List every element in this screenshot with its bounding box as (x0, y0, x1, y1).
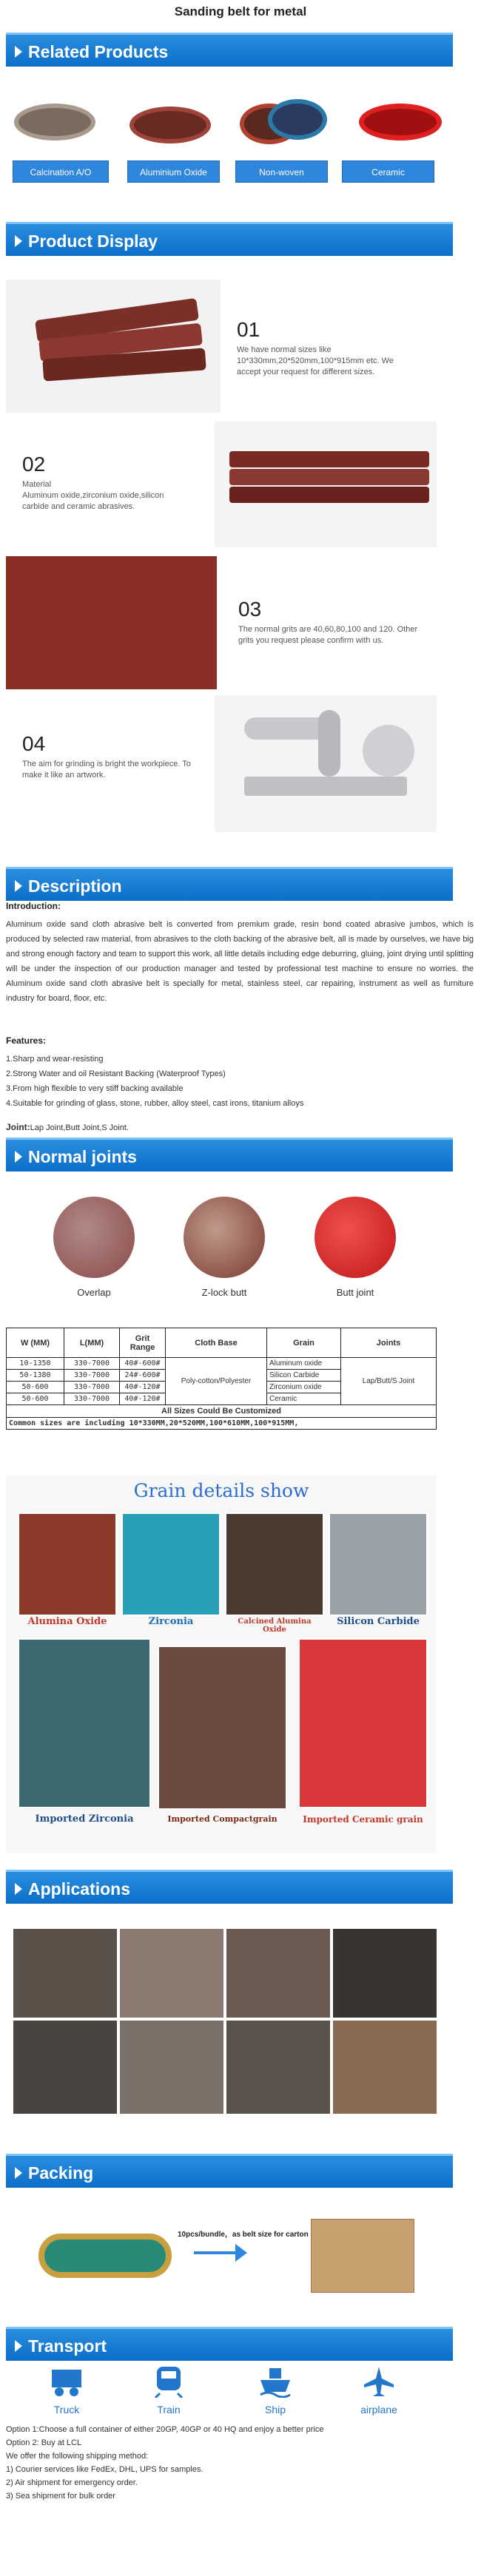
feature-item: 4.Suitable for grinding of glass, stone, rubber, alloy steel, cast irons, titanium alloys (6, 1099, 304, 1108)
features-list (6, 1052, 474, 1111)
grain-tile (298, 1638, 428, 1808)
table-cell-grain: Aluminum oxide (267, 1358, 341, 1370)
table-cell: 24#-600# (120, 1370, 166, 1382)
application-image (226, 2021, 330, 2114)
intro-text: Aluminum oxide sand cloth abrasive belt is converted from premium grade, resin bond coated abrasive jumbos, which is produced by selected raw material, from abrasives to the cloth backing of the abrasive belt, all is made by ourselves, we have big and strong enough factory and team to support this work, all little details including edge deburring, gluing, joint drying until splitting will be under the inspection of our production manager and tested by professional test machine to ensure no worries. the Aluminum oxide sand cloth abrasive belt is specially for metal, stainless steel, car repairing, instrument as well as furniture industry for board, floor, etc. (6, 920, 474, 1003)
grain-label: Zirconia (148, 1616, 194, 1627)
display-num-1: 01 (237, 318, 260, 341)
table-cell: 50-600 (7, 1393, 64, 1405)
table-row (7, 1358, 437, 1370)
table-cell: 330-7000 (64, 1370, 120, 1382)
feature-item: 1.Sharp and wear-resisting (6, 1055, 104, 1064)
joint-text: Lap Joint,Butt Joint,S Joint. (30, 1123, 129, 1132)
related-item-aluminium-oxide[interactable]: Aluminium Oxide (127, 160, 220, 183)
table-cell: 330-7000 (64, 1393, 120, 1405)
table-cell-grain: Silicon Carbide (267, 1370, 341, 1382)
grain-label: Alumina Oxide (27, 1616, 107, 1627)
packing-arrow-head (235, 2244, 247, 2262)
transport-labels (21, 2404, 465, 2418)
table-cell: 330-7000 (64, 1382, 120, 1393)
display-num-2: 02 (22, 453, 46, 476)
normal-joints-heading: Normal joints (28, 1147, 137, 1166)
application-image (333, 1929, 437, 2018)
grain-tile (121, 1512, 221, 1616)
transport-line: 1) Courier services like FedEx, DHL, UPS for samples. (6, 2465, 204, 2474)
table-header: L(MM) (64, 1328, 120, 1358)
table-header: Grain (267, 1328, 341, 1358)
table-cell-grain: Ceramic (267, 1393, 341, 1405)
transport-line: 3) Sea shipment for bulk order (6, 2492, 115, 2501)
joint-label: Joint: (6, 1122, 30, 1132)
transport-label-airplane: airplane (360, 2404, 397, 2416)
table-cell-cloth-base: Poly-cotton/Polyester (166, 1358, 267, 1405)
grain-tile (18, 1512, 117, 1616)
related-item-calcination[interactable]: Calcination A/O (13, 160, 109, 183)
display-image-1 (6, 280, 221, 413)
table-cell: 40#-120# (120, 1382, 166, 1393)
joint-line (6, 1122, 129, 1132)
grain-label: Imported Ceramic grain (303, 1814, 423, 1825)
transport-label-train: Train (157, 2404, 181, 2416)
joint-caption-overlap: Overlap (77, 1287, 111, 1298)
transport-line: 2) Air shipment for emergency order. (6, 2478, 138, 2487)
display-text-2: Material Aluminum oxide,zirconium oxide,silicon carbide and ceramic abrasives. (22, 480, 164, 511)
table-cell: 50-1380 (7, 1370, 64, 1382)
product-image-calcination (10, 90, 103, 155)
table-header-row (7, 1328, 437, 1358)
transport-line: We offer the following shipping method: (6, 2452, 149, 2461)
table-note-common-sizes: Common sizes are including 10*330MM,20*520MM,100*610MM,100*915MM, (7, 1418, 437, 1430)
display-text-3: The normal grits are 40,60,80,100 and 120. Other grits you request please confirm with us. (238, 625, 418, 645)
application-image (120, 2021, 223, 2114)
table-header: W (MM) (7, 1328, 64, 1358)
table-cell: 330-7000 (64, 1358, 120, 1370)
description-heading: Description (28, 876, 122, 896)
grain-label: Calcined Alumina Oxide (238, 1617, 312, 1634)
normal-joints-banner (6, 1137, 453, 1172)
display-image-3 (6, 556, 217, 689)
application-image (120, 1929, 223, 2018)
page-title: Sanding belt for metal (174, 4, 307, 18)
packing-carton-image (311, 2219, 414, 2293)
transport-label-truck: Truck (53, 2404, 80, 2416)
airplane-icon (363, 2365, 395, 2398)
packing-heading: Packing (28, 2163, 94, 2183)
transport-line: Option 2: Buy at LCL (6, 2438, 82, 2447)
display-text-4: The aim for grinding is bright the workpiece. To make it like an artwork. (22, 760, 191, 780)
ship-icon (259, 2365, 292, 2398)
table-header: Grit Range (120, 1328, 166, 1358)
product-display-banner (6, 222, 453, 256)
table-header: Joints (341, 1328, 437, 1358)
grain-details-panel (6, 1475, 437, 1853)
table-note-row (7, 1418, 437, 1430)
product-image-non-woven (238, 89, 331, 155)
feature-item: 2.Strong Water and oil Resistant Backing (Waterproof Types) (6, 1069, 226, 1078)
applications-heading: Applications (28, 1879, 131, 1899)
application-image (226, 1929, 330, 2018)
train-icon (152, 2365, 185, 2398)
spec-table (6, 1328, 437, 1430)
transport-banner (6, 2327, 453, 2361)
joint-caption-butt: Butt joint (336, 1287, 374, 1298)
grain-label: Imported Zirconia (35, 1813, 134, 1825)
packing-belt-bundle-image (38, 2234, 172, 2278)
transport-heading: Transport (28, 2336, 107, 2356)
related-products-banner (6, 33, 453, 67)
display-num-3: 03 (238, 598, 262, 621)
related-item-ceramic[interactable]: Ceramic (342, 160, 434, 183)
display-text-1: We have normal sizes like 10*330mm,20*520mm,100*915mm etc. We accept your request for different sizes. (237, 345, 394, 376)
packing-banner (6, 2154, 453, 2188)
joint-image-zlock (184, 1197, 265, 1278)
joint-image-overlap (53, 1197, 135, 1278)
grain-tile (158, 1646, 287, 1810)
product-display-heading: Product Display (28, 231, 158, 251)
joint-caption-zlock: Z-lock butt (201, 1287, 247, 1298)
related-item-non-woven[interactable]: Non-woven (235, 160, 328, 183)
grain-tile (18, 1638, 151, 1808)
application-image (13, 1929, 117, 2018)
table-note-row (7, 1405, 437, 1418)
transport-label-ship: Ship (264, 2404, 286, 2416)
grain-label: Imported Compactgrain (167, 1814, 278, 1824)
table-header: Cloth Base (166, 1328, 267, 1358)
table-cell-grain: Zirconium oxide (267, 1382, 341, 1393)
description-banner (6, 867, 453, 901)
applications-banner (6, 1870, 453, 1904)
grain-label: Silicon Carbide (337, 1616, 420, 1627)
related-products-heading: Related Products (28, 42, 169, 61)
feature-item: 3.From high flexible to very stiff backing available (6, 1084, 184, 1093)
display-image-2 (215, 422, 437, 547)
product-image-ceramic (355, 92, 448, 155)
table-cell: 40#-600# (120, 1358, 166, 1370)
table-cell: 50-600 (7, 1382, 64, 1393)
product-image-aluminium-oxide (126, 95, 218, 155)
intro-title: Introduction: (6, 901, 61, 911)
grain-tile (225, 1512, 324, 1616)
display-num-4: 04 (22, 732, 46, 755)
table-cell: 10-1350 (7, 1358, 64, 1370)
applications-image-grid (13, 1929, 437, 2114)
features-title: Features: (6, 1035, 47, 1046)
transport-line: Option 1:Choose a full container of either 20GP, 40GP or 40 HQ and enjoy a better price (6, 2425, 324, 2434)
application-image (13, 2021, 117, 2114)
truck-icon (50, 2365, 83, 2398)
joint-image-butt (314, 1197, 396, 1278)
display-image-4 (215, 695, 437, 832)
packing-arrow (194, 2251, 238, 2254)
table-note-customized: All Sizes Could Be Customized (7, 1405, 437, 1418)
table-cell-joints: Lap/Butt/S Joint (341, 1358, 437, 1405)
grain-tile (329, 1512, 428, 1616)
packing-note: 10pcs/bundle，as belt size for carton (178, 2231, 309, 2239)
application-image (333, 2021, 437, 2114)
table-cell: 40#-120# (120, 1393, 166, 1405)
grain-heading: Grain details show (133, 1480, 309, 1501)
transport-details (6, 2423, 474, 2503)
transport-icons (21, 2365, 465, 2402)
